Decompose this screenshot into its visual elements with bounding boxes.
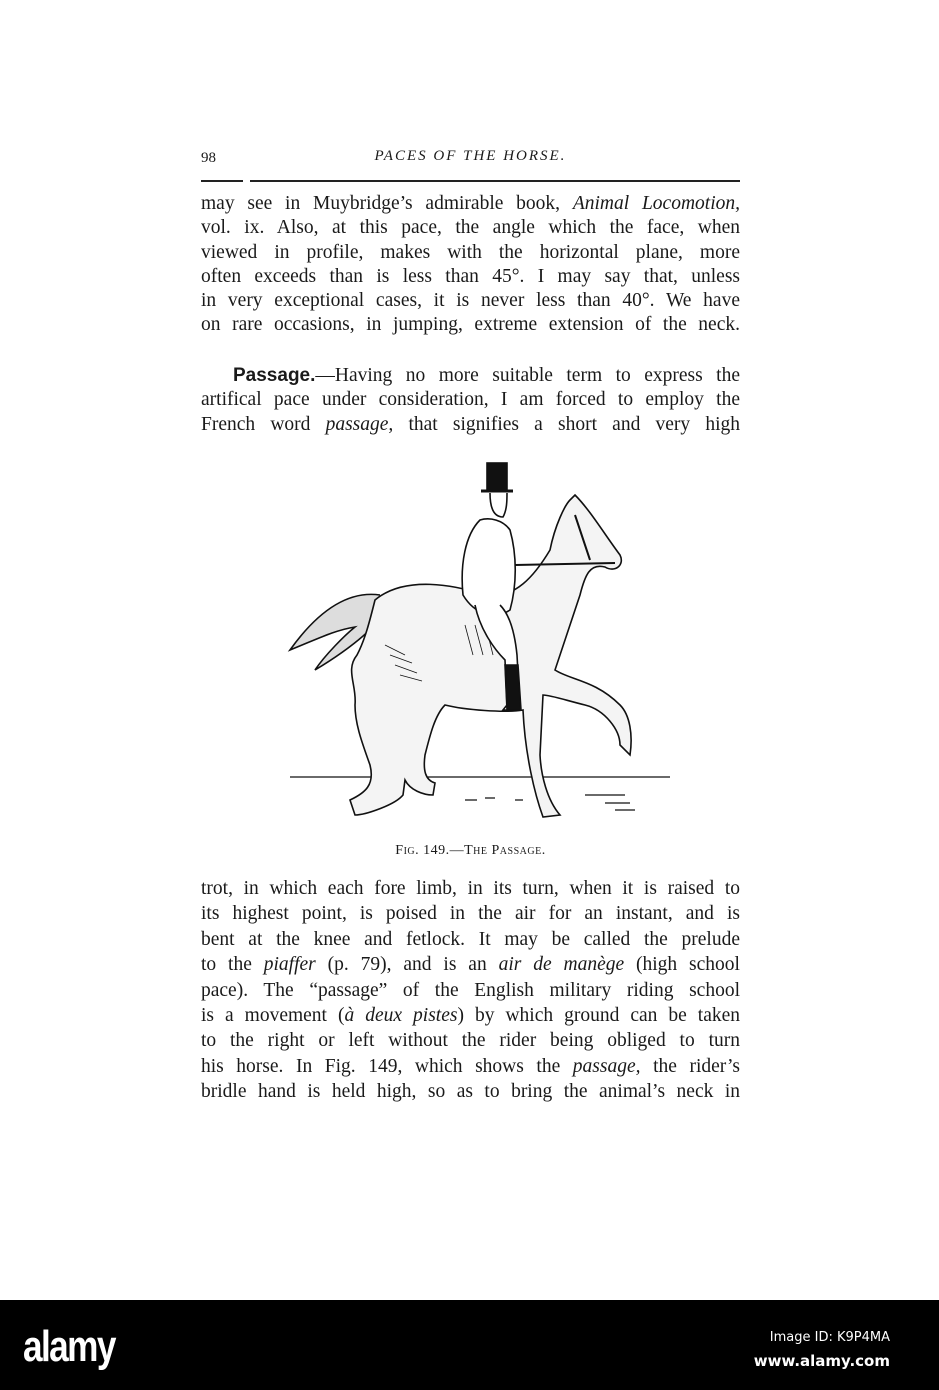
text-segment: viewed in profile, makes with the horizontal plane, more <box>201 241 740 263</box>
italic-term: Animal Locomotion, <box>572 193 740 214</box>
text-segment: may see in Muybridge’s admirable book, <box>201 193 573 214</box>
page-number: 98 <box>201 150 216 166</box>
paragraph-muybridge <box>201 192 740 338</box>
text-segment: in very exceptional cases, it is never less than 40°. We have <box>201 290 740 312</box>
image-id: Image ID: K9P4MA <box>769 1330 890 1345</box>
text-line <box>201 192 740 216</box>
text-segment: (p. 79), and is an <box>315 954 499 976</box>
text-segment: artifical pace under consideration, I am forced to employ the <box>201 389 740 411</box>
figure-title: —The Passage. <box>449 843 546 858</box>
figure-number: Fig. 149. <box>395 843 450 858</box>
header-rule-right <box>250 180 740 182</box>
horse-rider-illustration <box>285 455 675 830</box>
text-line <box>201 388 740 412</box>
text-segment: bridle hand is held high, so as to bring the animal’s neck in <box>201 1081 740 1103</box>
text-segment: (high school <box>624 954 740 976</box>
figure-caption <box>201 843 740 859</box>
section-heading: Passage. <box>233 365 316 386</box>
text-segment: his horse. In Fig. 149, which shows the <box>201 1055 573 1077</box>
running-header <box>201 148 740 172</box>
italic-term: air de manège <box>498 954 625 976</box>
text-segment: to the right or left without the rider being obliged to turn <box>201 1030 740 1052</box>
italic-term: passage, <box>572 1055 641 1077</box>
text-line <box>201 413 740 437</box>
text-line <box>201 364 740 388</box>
alamy-logo: alamy <box>23 1322 115 1371</box>
text-segment: its highest point, is poised in the air for an instant, and is <box>201 903 740 925</box>
text-line <box>201 876 740 901</box>
text-segment: that signifies a short and very high <box>393 413 740 435</box>
text-segment: on rare occasions, in jumping, extreme extension of the neck. <box>201 314 740 336</box>
text-line <box>201 952 740 977</box>
text-line <box>201 289 740 313</box>
italic-term: passage, <box>325 413 394 435</box>
text-line <box>201 1028 740 1053</box>
text-line <box>201 978 740 1003</box>
text-segment: ) by which ground can be taken <box>457 1004 741 1026</box>
text-segment: often exceeds than is less than 45°. I may say that, unless <box>201 265 740 287</box>
text-line <box>201 1079 740 1104</box>
text-line <box>201 927 740 952</box>
text-segment: the rider’s <box>640 1055 740 1077</box>
text-segment: to the <box>201 954 264 976</box>
text-segment: bent at the knee and fetlock. It may be called the prelude <box>201 928 740 950</box>
italic-term: à deux pistes <box>344 1004 458 1026</box>
text-line <box>201 901 740 926</box>
italic-term: piaffer <box>263 954 316 976</box>
paragraph-passage-intro <box>201 364 740 437</box>
watermark-url: www.alamy.com <box>753 1352 890 1370</box>
text-line <box>201 216 740 240</box>
running-title: PACES OF THE HORSE. <box>374 148 567 164</box>
text-segment: —Having no more suitable term to express the <box>315 365 740 386</box>
text-line <box>201 241 740 265</box>
text-segment: French word <box>201 413 326 435</box>
text-line <box>201 265 740 289</box>
text-segment: is a movement ( <box>201 1004 345 1026</box>
paragraph-trot-description <box>201 876 740 1105</box>
text-line <box>201 313 740 337</box>
text-segment: trot, in which each fore limb, in its turn, when it is raised to <box>201 878 740 899</box>
header-rule-left <box>201 180 243 182</box>
text-line <box>201 1003 740 1028</box>
text-line <box>201 1054 740 1079</box>
text-segment: vol. ix. Also, at this pace, the angle which the face, when <box>201 217 740 239</box>
text-segment: pace). The “passage” of the English military riding school <box>201 979 740 1001</box>
watermark-bar <box>0 1300 939 1390</box>
